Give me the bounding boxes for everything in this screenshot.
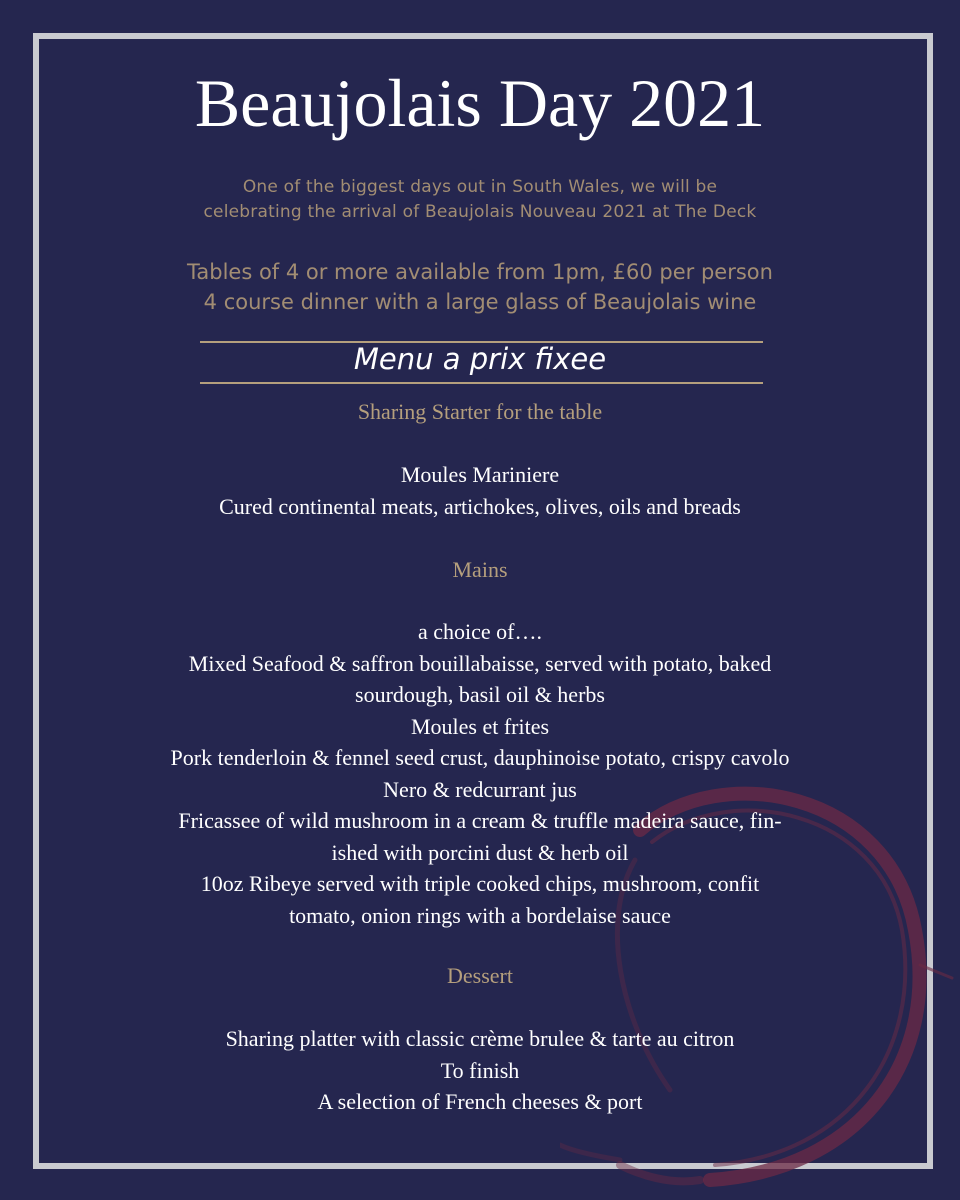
- menu-line: To finish: [440, 1057, 520, 1083]
- menu-line: Sharing platter with classic crème brulee & tarte au citron: [225, 1026, 735, 1051]
- intro-text: [0, 175, 960, 225]
- dessert-heading: Dessert: [447, 963, 513, 988]
- menu-line: sourdough, basil oil & herbs: [355, 682, 605, 707]
- mains-heading: Mains: [452, 557, 508, 582]
- menu-line: A selection of French cheeses & port: [317, 1089, 643, 1114]
- dessert-items: [0, 1023, 960, 1118]
- offer-line-2: 4 course dinner with a large glass of Beaujolais wine: [203, 290, 757, 314]
- menu-line: Moules et frites: [410, 713, 550, 739]
- intro-line-2: celebrating the arrival of Beaujolais Nouveau 2021 at The Deck: [203, 202, 757, 222]
- menu-line: Fricassee of wild mushroom in a cream & truffle madeira sauce, fin-: [178, 808, 782, 833]
- offer-text: [0, 257, 960, 317]
- menu-line: Nero & redcurrant jus: [383, 776, 577, 802]
- bottom-divider: [200, 382, 763, 384]
- mains-items: [0, 616, 960, 931]
- intro-line-1: One of the biggest days out in South Wales, we will be: [242, 177, 718, 197]
- menu-item: Cured continental meats, artichokes, olives, oils and breads: [219, 493, 741, 519]
- menu-item: Moules Mariniere: [400, 462, 560, 487]
- offer-line-1: Tables of 4 or more available from 1pm, £60 per person: [187, 260, 773, 284]
- menu-line: 10oz Ribeye served with triple cooked chips, mushroom, confit: [200, 871, 760, 896]
- menu-line: ished with porcini dust & herb oil: [331, 839, 629, 865]
- menu-line: tomato, onion rings with a bordelaise sauce: [289, 902, 671, 928]
- menu-line: Mixed Seafood & saffron bouillabaisse, served with potato, baked: [188, 650, 772, 676]
- page-title: Beaujolais Day 2021: [194, 65, 766, 141]
- menu-title: Menu a prix fixee: [353, 342, 607, 376]
- starter-heading: Sharing Starter for the table: [357, 399, 603, 424]
- menu-line: Pork tenderloin & fennel seed crust, dauphinoise potato, crispy cavolo: [170, 745, 790, 770]
- starter-items: [0, 459, 960, 522]
- menu-line: a choice of….: [418, 619, 542, 644]
